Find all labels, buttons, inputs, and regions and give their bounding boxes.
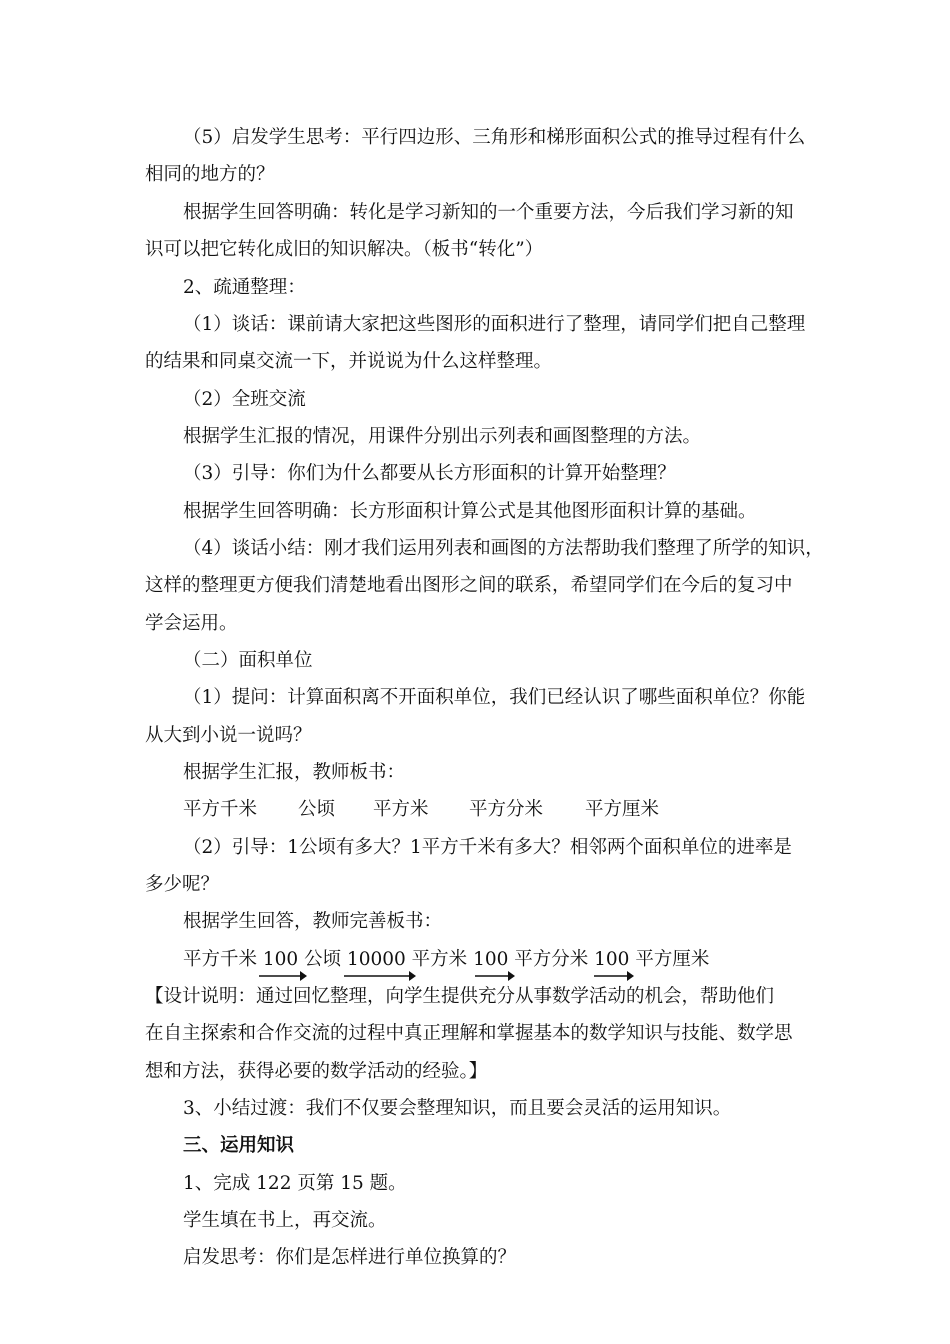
unit-item: 平方千米 [183, 799, 258, 820]
paragraph-line: 多少呢？ [145, 874, 220, 895]
paragraph-line: （2）引导：1公顷有多大？1平方千米有多大？相邻两个面积单位的进率是 [183, 837, 792, 858]
paragraph-line: （4）谈话小结：刚才我们运用列表和画图的方法帮助我们整理了所学的知识， [183, 538, 824, 559]
arrow-icon [474, 969, 516, 983]
section-heading: （二）面积单位 [183, 650, 313, 671]
paragraph-line: 根据学生回答，教师完善板书： [183, 911, 443, 932]
paragraph-line: 根据学生回答明确：转化是学习新知的一个重要方法，今后我们学习新的知 [183, 202, 794, 223]
paragraph-line: 启发思考：你们是怎样进行单位换算的？ [183, 1247, 517, 1268]
paragraph-line: （2）全班交流 [183, 389, 306, 410]
paragraph-line: 的结果和同桌交流一下，并说说为什么这样整理。 [145, 351, 553, 372]
arrow-icon [593, 969, 635, 983]
paragraph-line: 学生填在书上，再交流。 [183, 1210, 387, 1231]
paragraph-line: 1、完成 122 页第 15 题。 [183, 1173, 407, 1194]
paragraph-line: 根据学生汇报的情况，用课件分别出示列表和画图整理的方法。 [183, 426, 702, 447]
paragraph-line: 这样的整理更方便我们清楚地看出图形之间的联系，希望同学们在今后的复习中 [145, 575, 793, 596]
design-note-line: 想和方法，获得必要的数学活动的经验。】 [145, 1061, 488, 1082]
paragraph-line: （3）引导：你们为什么都要从长方形面积的计算开始整理？ [183, 463, 676, 484]
arrow-icon [343, 969, 417, 983]
paragraph-line: （1）谈话：课前请大家把这些图形的面积进行了整理，请同学们把自己整理 [183, 314, 806, 335]
paragraph-line: 相同的地方的？ [145, 164, 275, 185]
unit-item: 平方米 [373, 799, 429, 820]
paragraph-line: 识可以把它转化成旧的知识解决。（板书“转化”） [145, 239, 544, 260]
paragraph-line: 学会运用。 [145, 613, 238, 634]
design-note-line: 【设计说明：通过回忆整理，向学生提供充分从事数学活动的机会，帮助他们 [145, 986, 775, 1007]
unit-list [183, 798, 743, 822]
section-heading: 2、疏通整理： [183, 277, 306, 298]
paragraph-line: 从大到小说一说吗？ [145, 725, 312, 746]
design-note-line: 在自主探索和合作交流的过程中真正理解和掌握基本的数学知识与技能、数学思 [145, 1023, 793, 1044]
paragraph-line: （5）启发学生思考：平行四边形、三角形和梯形面积公式的推导过程有什么 [183, 127, 806, 148]
paragraph-line: （1）提问：计算面积离不开面积单位，我们已经认识了哪些面积单位？你能 [183, 687, 806, 708]
unit-item: 平方厘米 [585, 799, 660, 820]
section-heading: 三、运用知识 [183, 1135, 295, 1156]
paragraph-line: 根据学生回答明确：长方形面积计算公式是其他图形面积计算的基础。 [183, 501, 757, 522]
unit-item: 公顷 [298, 799, 336, 820]
paragraph-line: 根据学生汇报，教师板书： [183, 762, 406, 783]
unit-conversion-line: 平方千米 100 公顷 10000 平方米 100 平方分米 100 平方厘米 [183, 949, 710, 970]
paragraph-line: 3、小结过渡：我们不仅要会整理知识，而且要会灵活的运用知识。 [183, 1098, 732, 1119]
unit-item: 平方分米 [469, 799, 544, 820]
arrow-icon [258, 969, 308, 983]
